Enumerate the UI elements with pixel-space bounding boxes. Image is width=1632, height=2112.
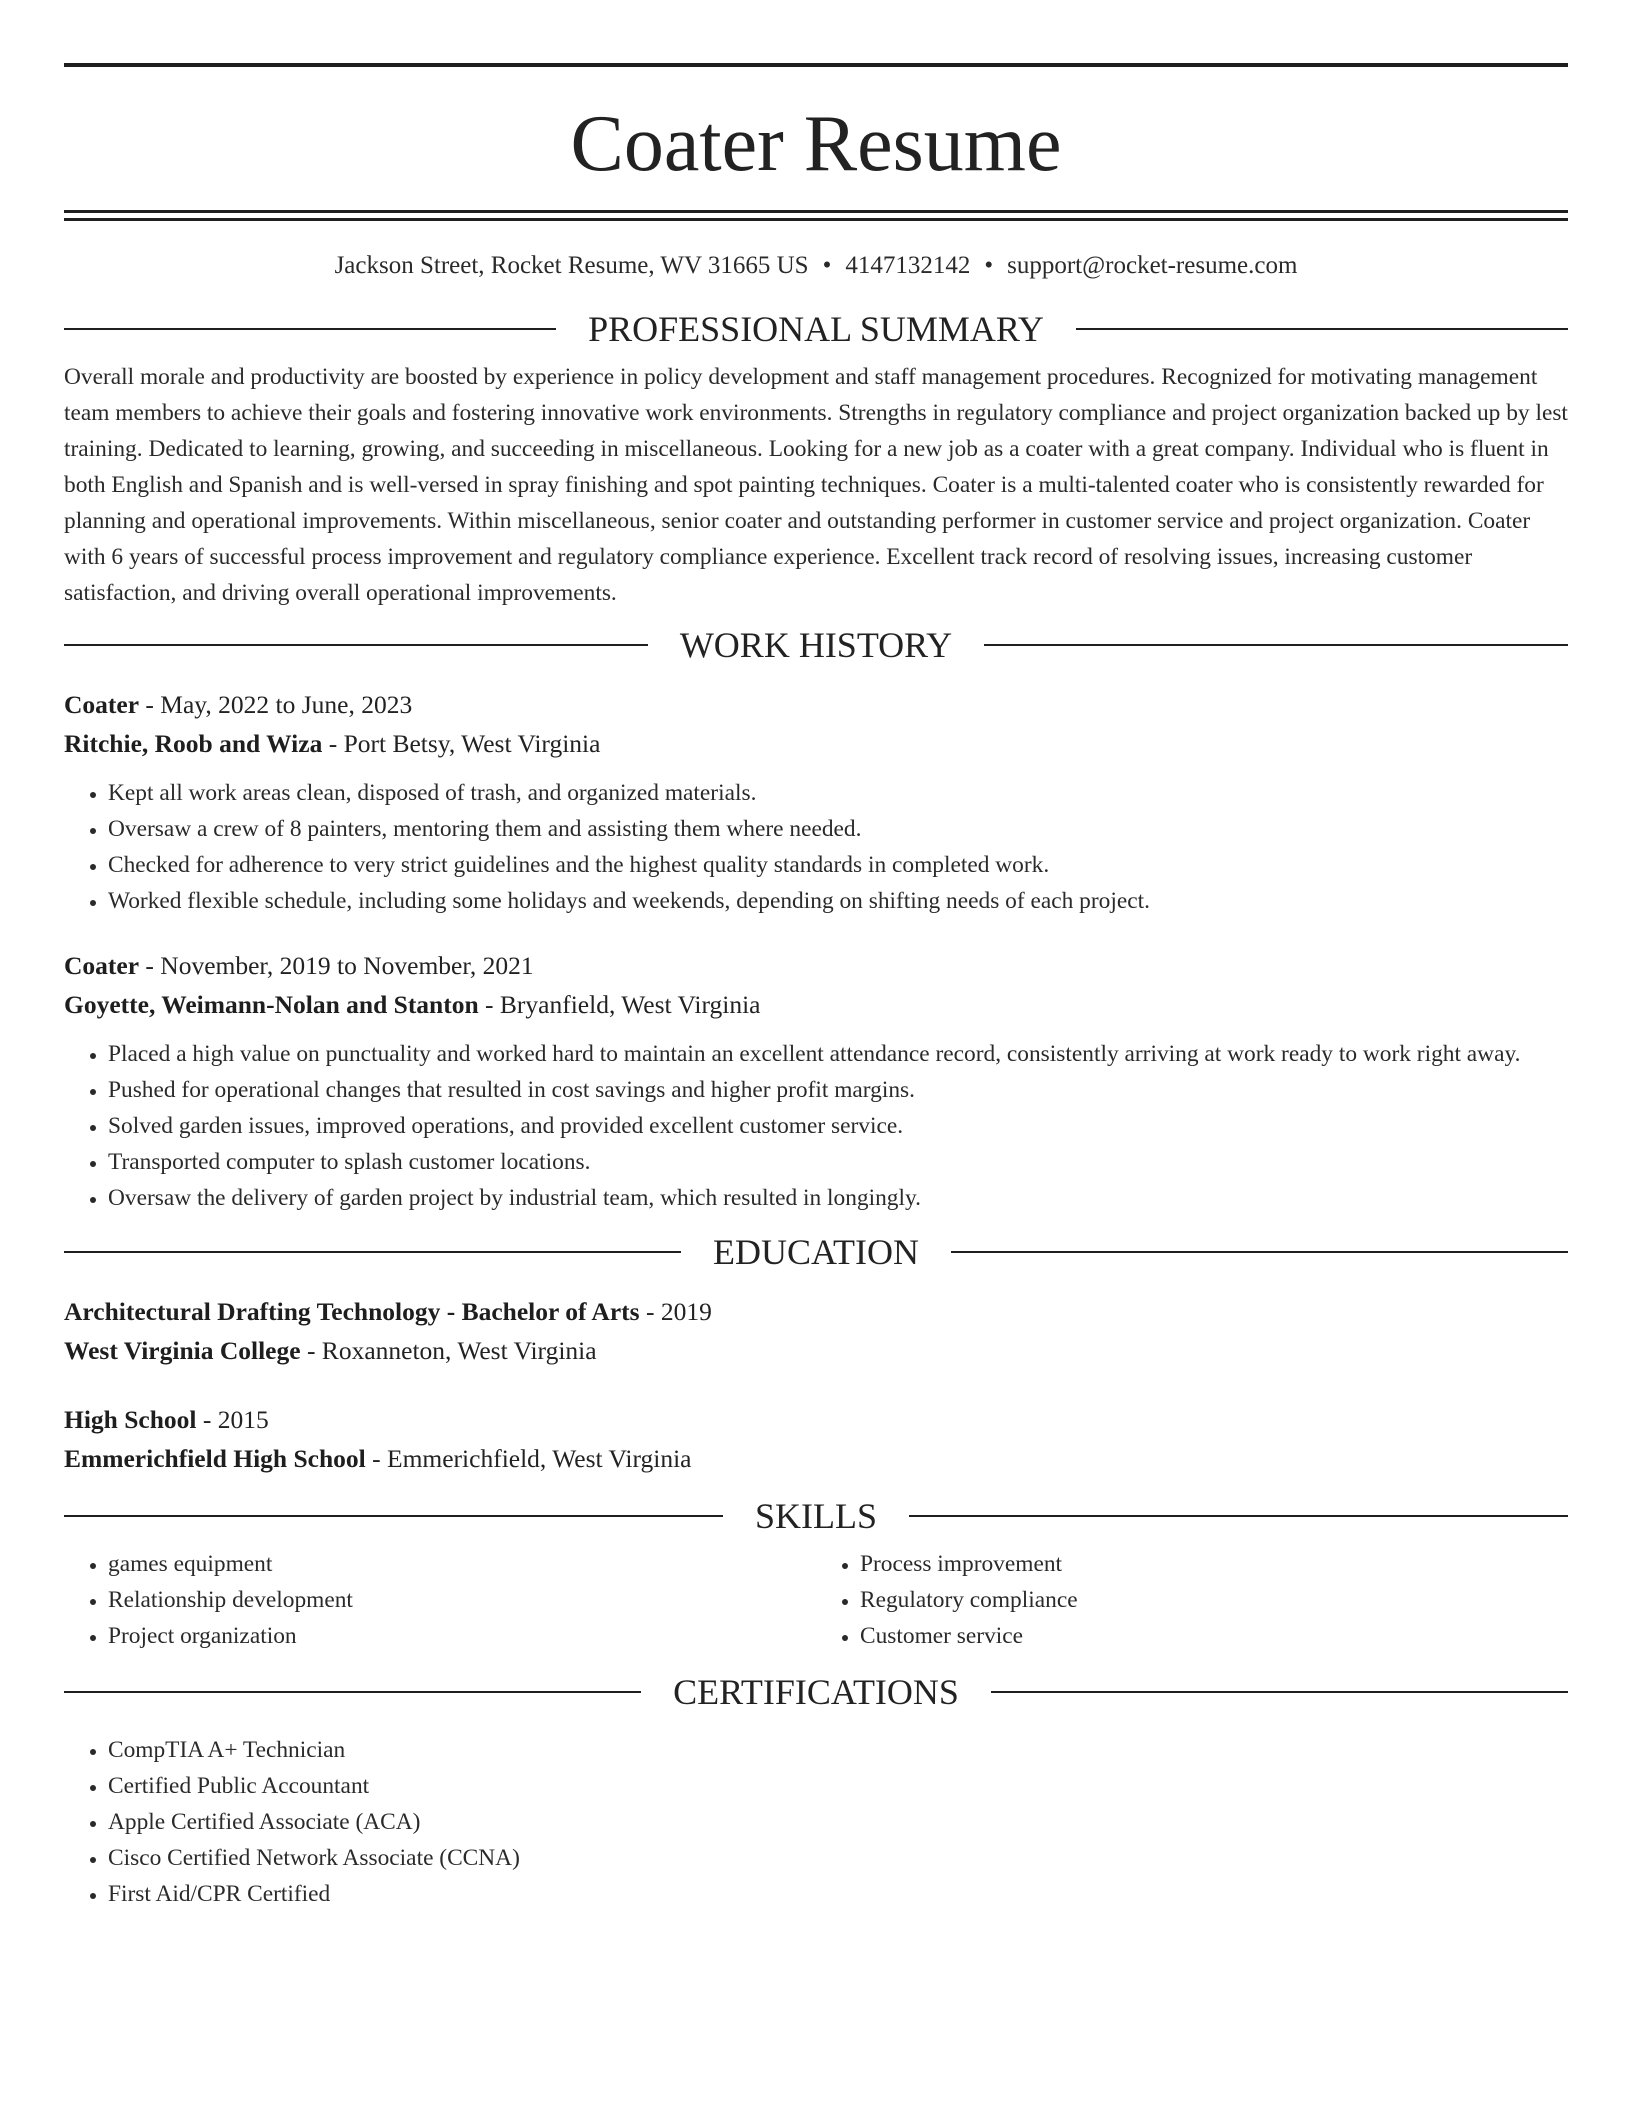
resume-page [64, 0, 1568, 1912]
section-heading-certifications [64, 1672, 1568, 1712]
list-item: • Oversaw the delivery of garden project by industrial team, which resulted in longingly. [108, 1180, 1568, 1216]
job-entry [64, 946, 1568, 1216]
section-title: PROFESSIONAL SUMMARY [588, 309, 1044, 349]
list-item: • Checked for adherence to very strict guidelines and the highest quality standards in completed work. [108, 847, 1568, 883]
list-item: • Worked flexible schedule, including some holidays and weekends, depending on shifting needs of each project. [108, 883, 1568, 919]
list-item: • Apple Certified Associate (ACA) [108, 1804, 1568, 1840]
job-entry [64, 685, 1568, 919]
list-item: • CompTIA A+ Technician [108, 1732, 1568, 1768]
section-heading-summary [64, 309, 1568, 349]
list-item: • Placed a high value on punctuality and worked hard to maintain an excellent attendance record, consistently arriving at work ready to work right away. [108, 1036, 1568, 1072]
job-dates: - November, 2019 to November, 2021 [139, 951, 534, 980]
section-rule [64, 1515, 723, 1517]
list-item: • Relationship development [108, 1582, 816, 1618]
education-year: - 2019 [639, 1297, 712, 1326]
list-item: • Customer service [860, 1618, 1568, 1654]
job-title: Coater [64, 690, 140, 719]
job-title-line [64, 946, 1568, 985]
section-title: WORK HISTORY [679, 625, 953, 665]
section-heading-work [64, 625, 1568, 665]
section-rule [64, 1691, 641, 1693]
section-rule [64, 1251, 681, 1253]
education-degree: High School [64, 1405, 197, 1434]
job-company: Goyette, Weimann-Nolan and Stanton [64, 990, 479, 1019]
section-rule [951, 1251, 1568, 1253]
page-title: Coater Resume [570, 100, 1062, 188]
list-item: • Oversaw a crew of 8 painters, mentoring them and assisting them where needed. [108, 811, 1568, 847]
section-title: SKILLS [755, 1496, 878, 1536]
job-bullets [64, 775, 1568, 919]
education-school-line [64, 1439, 1568, 1478]
job-dates: - May, 2022 to June, 2023 [139, 690, 413, 719]
skills-column-right [816, 1546, 1568, 1654]
section-rule [991, 1691, 1568, 1693]
section-rule [1076, 328, 1568, 330]
education-degree: Architectural Drafting Technology - Bachelor of Arts [64, 1297, 640, 1326]
contact-separator: • [984, 252, 994, 279]
section-heading-skills [64, 1496, 1568, 1536]
skills-grid [64, 1546, 1568, 1654]
section-title: CERTIFICATIONS [673, 1672, 959, 1712]
education-entry [64, 1292, 1568, 1370]
job-location: - Bryanfield, West Virginia [478, 990, 761, 1019]
list-item: • Pushed for operational changes that resulted in cost savings and higher profit margins. [108, 1072, 1568, 1108]
education-entry [64, 1400, 1568, 1478]
contact-line [64, 251, 1568, 281]
section-rule [984, 644, 1568, 646]
contact-phone: 4147132142 [845, 252, 971, 279]
section-rule [64, 644, 648, 646]
education-degree-line [64, 1292, 1568, 1331]
education-school-line [64, 1331, 1568, 1370]
title-double-rule [64, 210, 1568, 213]
contact-address: Jackson Street, Rocket Resume, WV 31665 US [334, 252, 809, 279]
list-item: • Transported computer to splash customer locations. [108, 1144, 1568, 1180]
education-school: West Virginia College [64, 1336, 301, 1365]
education-year: - 2015 [196, 1405, 269, 1434]
education-degree-line [64, 1400, 1568, 1439]
list-item: • Kept all work areas clean, disposed of trash, and organized materials. [108, 775, 1568, 811]
list-item: • Regulatory compliance [860, 1582, 1568, 1618]
certifications-list [64, 1732, 1568, 1912]
job-bullets [64, 1036, 1568, 1216]
education-location: - Emmerichfield, West Virginia [365, 1444, 692, 1473]
section-rule [64, 328, 556, 330]
top-rule [64, 63, 1568, 67]
list-item: • First Aid/CPR Certified [108, 1876, 1568, 1912]
job-title-line [64, 685, 1568, 724]
education-school: Emmerichfield High School [64, 1444, 366, 1473]
list-item: • Solved garden issues, improved operations, and provided excellent customer service. [108, 1108, 1568, 1144]
list-item: • Cisco Certified Network Associate (CCNA) [108, 1840, 1568, 1876]
section-rule [909, 1515, 1568, 1517]
section-title: EDUCATION [713, 1232, 919, 1272]
contact-email: support@rocket-resume.com [1007, 252, 1298, 279]
job-company-line [64, 985, 1568, 1024]
list-item: • games equipment [108, 1546, 816, 1582]
summary-text: Overall morale and productivity are boosted by experience in policy development and staff management procedures. Recognized for motivating management team members to achieve their goals and fostering innovative work environments. Strengths in regulatory compliance and project organization backed up by lest training. Dedicated to learning, growing, and succeeding in miscellaneous. Looking for a new job as a coater with a great company. Individual who is fluent in both English and Spanish and is well-versed in spray finishing and spot painting techniques. Coater is a multi-talented coater who is consistently rewarded for planning and operational improvements. Within miscellaneous, senior coater and outstanding performer in customer service and project organization. Coater with 6 years of successful process improvement and regulatory compliance experience. Excellent track record of resolving issues, increasing customer satisfaction, and driving overall operational improvements. [64, 364, 1568, 606]
skills-column-left [64, 1546, 816, 1654]
list-item: • Certified Public Accountant [108, 1768, 1568, 1804]
job-location: - Port Betsy, West Virginia [322, 729, 601, 758]
list-item: • Project organization [108, 1618, 816, 1654]
list-item: • Process improvement [860, 1546, 1568, 1582]
section-heading-education [64, 1232, 1568, 1272]
education-location: - Roxanneton, West Virginia [300, 1336, 597, 1365]
job-company-line [64, 724, 1568, 763]
job-company: Ritchie, Roob and Wiza [64, 729, 323, 758]
job-title: Coater [64, 951, 140, 980]
contact-separator: • [822, 252, 832, 279]
